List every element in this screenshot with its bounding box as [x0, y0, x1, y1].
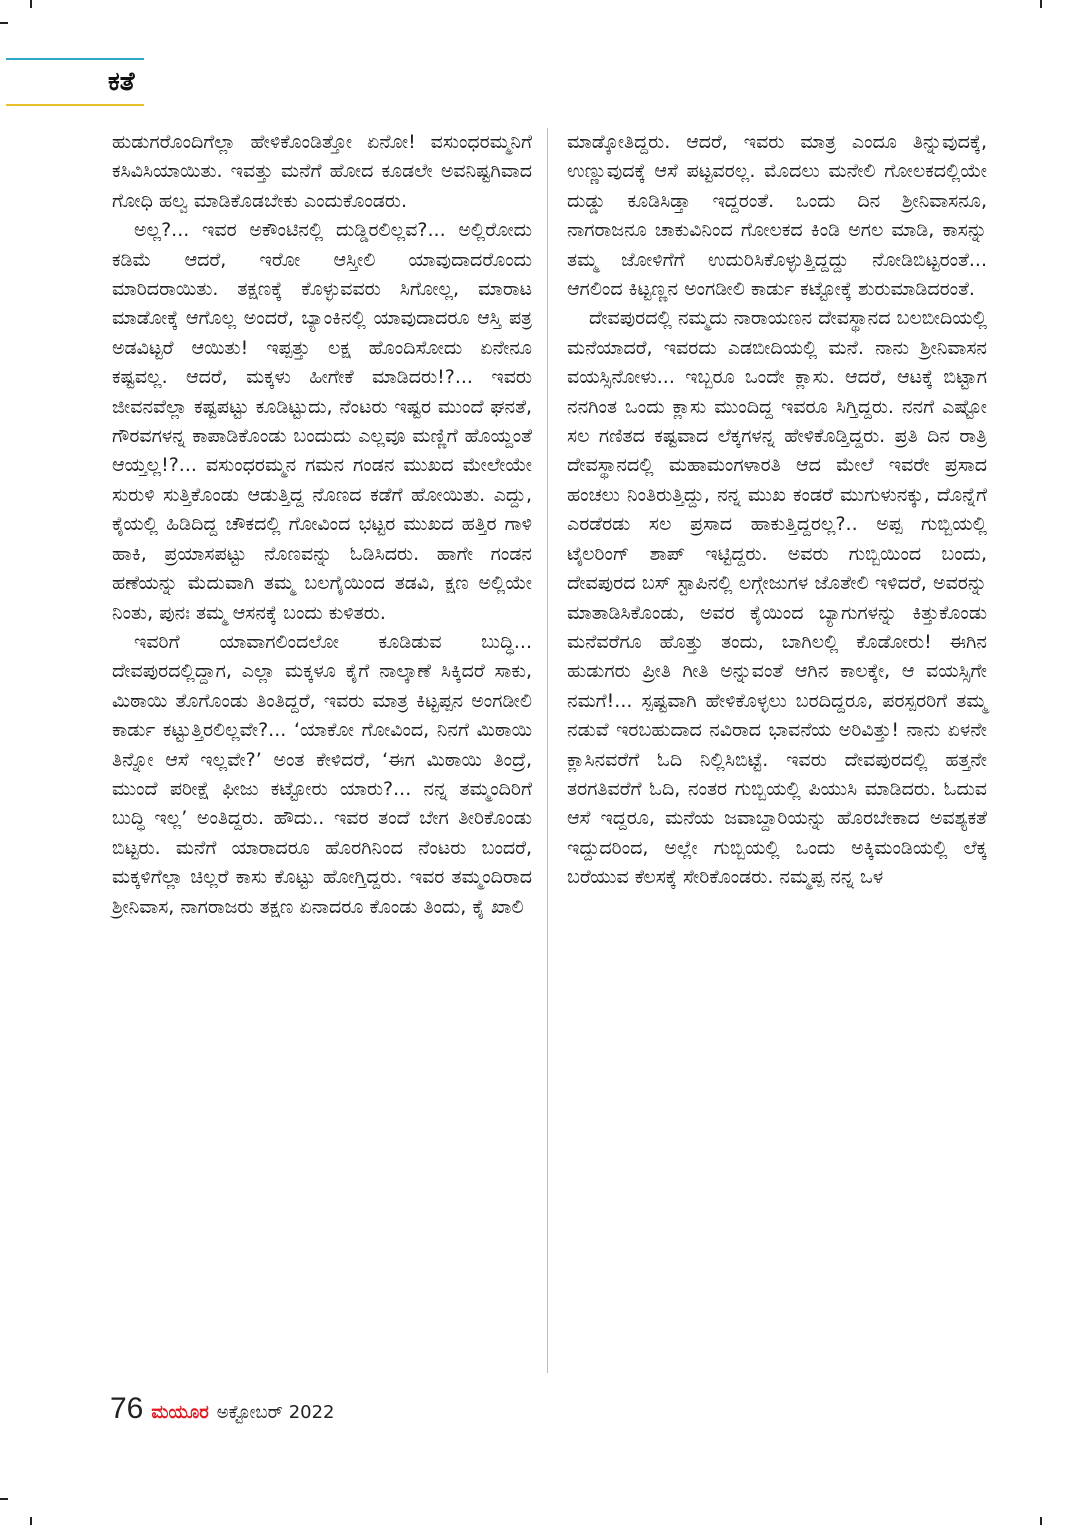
paragraph: ಹುಡುಗರೊಂದಿಗೆಲ್ಲಾ ಹೇಳಿಕೊಂಡಿತ್ತೋ ಏನೋ! ವಸುಂಧರಮ್ಮನಿಗೆ ಕಸಿವಿಸಿಯಾಯಿತು. ಇವತ್ತು ಮನೆಗೆ ಹೋದ ಕೂಡಲೇ ಅವನಿಷ್ಟಗಿವಾದ ಗೋಧಿ ಹಲ್ವ ಮಾಡಿಕೊಡಬೇಕು ಎಂದುಕೊಂಡರು.: [112, 131, 532, 212]
page-number: 76: [110, 1392, 144, 1425]
crop-mark: [1040, 0, 1042, 8]
header-rule-cyan: [6, 58, 144, 60]
article-column-right: [567, 128, 987, 893]
header-rule-yellow: [6, 104, 144, 106]
crop-mark: [0, 22, 8, 24]
crop-mark: [30, 0, 32, 8]
crop-mark: [1040, 1517, 1042, 1525]
paragraph: ಇವರಿಗೆ ಯಾವಾಗಲಿಂದಲೋ ಕೂಡಿಡುವ ಬುದ್ಧಿ... ದೇವಪುರದಲ್ಲಿದ್ದಾಗ, ಎಲ್ಲಾ ಮಕ್ಕಳೂ ಕೈಗೆ ನಾಲ್ಕಾಣೆ ಸಿಕ್ಕಿದರೆ ಸಾಕು, ಮಿಠಾಯಿ ತೊಗೊಂಡು ತಿಂತಿದ್ದರೆ, ಇವರು ಮಾತ್ರ ಕಿಟ್ಟಪ್ಪನ ಅಂಗಡೀಲಿ ಕಾರ್ಡು ಕಟ್ಟುತ್ತಿರಲಿಲ್ಲವೇ?... ‘ಯಾಕೋ ಗೋವಿಂದ, ನಿನಗೆ ಮಿಠಾಯಿ ತಿನ್ನೋ ಆಸೆ ಇಲ್ಲವೇ?’ ಅಂತ ಕೇಳಿದರೆ, ‘ಈಗ ಮಿಠಾಯಿ ತಿಂದ್ರೆ, ಮುಂದೆ ಪರೀಕ್ಷೆ ಫೀಜು ಕಟ್ಟೋರು ಯಾರು?... ನನ್ನ ತಮ್ಮಂದಿರಿಗೆ ಬುದ್ಧಿ ಇಲ್ಲ’ ಅಂತಿದ್ದರು. ಹೌದು.. ಇವರ ತಂದೆ ಬೇಗ ತೀರಿಕೊಂಡು ಬಿಟ್ಟರು. ಮನೆಗೆ ಯಾರಾದರೂ ಹೊರಗಿನಿಂದ ನೆಂಟರು ಬಂದರೆ, ಮಕ್ಕಳಿಗೆಲ್ಲಾ ಚಿಲ್ಲರೆ ಕಾಸು ಕೊಟ್ಟು ಹೋಗ್ತಿದ್ದರು. ಇವರ ತಮ್ಮಂದಿರಾದ ಶ್ರೀನಿವಾಸ, ನಾಗರಾಜರು ತಕ್ಷಣ ಏನಾದರೂ ಕೊಂಡು ತಿಂದು, ಕೈ ಖಾಲಿ: [112, 630, 532, 918]
column-divider: [547, 128, 548, 1373]
paragraph: ಮಾಡ್ಕೋತಿದ್ದರು. ಆದರೆ, ಇವರು ಮಾತ್ರ ಎಂದೂ ತಿನ್ನುವುದಕ್ಕೆ, ಉಣ್ಣುವುದಕ್ಕೆ ಆಸೆ ಪಟ್ಟವರಲ್ಲ. ಮೊದಲು ಮನೇಲಿ ಗೋಲಕದಲ್ಲಿಯೇ ದುಡ್ಡು ಕೂಡಿಸಿಡ್ತಾ ಇದ್ದರಂತೆ. ಒಂದು ದಿನ ಶ್ರೀನಿವಾಸನೂ, ನಾಗರಾಜನೂ ಚಾಕುವಿನಿಂದ ಗೋಲಕದ ಕಿಂಡಿ ಅಗಲ ಮಾಡಿ, ಕಾಸನ್ನು ತಮ್ಮ ಜೋಳಿಗೆಗೆ ಉದುರಿಸಿಕೊಳ್ಳುತ್ತಿದ್ದದ್ದು ನೋಡಿಬಿಟ್ಟರಂತೆ... ಆಗಲಿಂದ ಕಿಟ್ಟಣ್ಣನ ಅಂಗಡೀಲಿ ಕಾರ್ಡು ಕಟ್ಟೋಕ್ಕೆ ಶುರುಮಾಡಿದರಂತೆ.: [567, 131, 987, 301]
crop-mark: [0, 1498, 8, 1500]
paragraph: ಅಲ್ಲ?... ಇವರ ಅಕೌಂಟಿನಲ್ಲಿ ದುಡ್ಡಿರಲಿಲ್ಲವ?... ಅಲ್ಲಿರೋದು ಕಡಿಮೆ ಆದರೆ, ಇರೋ ಆಸ್ತೀಲಿ ಯಾವುದಾದರೊಂದು ಮಾರಿದರಾಯಿತು. ತಕ್ಷಣಕ್ಕೆ ಕೊಳ್ಳುವವರು ಸಿಗೋಲ್ಲ, ಮಾರಾಟ ಮಾಡೋಕ್ಕೆ ಆಗೊಲ್ಲ ಅಂದರೆ, ಬ್ಯಾಂಕಿನಲ್ಲಿ ಯಾವುದಾದರೂ ಆಸ್ತಿ ಪತ್ರ ಅಡವಿಟ್ಟರೆ ಆಯಿತು! ಇಪ್ಪತ್ತು ಲಕ್ಷ ಹೊಂದಿಸೋದು ಏನೇನೂ ಕಷ್ಟವಲ್ಲ. ಆದರೆ, ಮಕ್ಕಳು ಹೀಗೇಕೆ ಮಾಡಿದರು!?... ಇವರು ಜೀವನವೆಲ್ಲಾ ಕಷ್ಟಪಟ್ಟು ಕೂಡಿಟ್ಟುದು, ನೆಂಟರು ಇಷ್ಟರ ಮುಂದೆ ಘನತೆ, ಗೌರವಗಳನ್ನ ಕಾಪಾಡಿಕೊಂಡು ಬಂದುದು ಎಲ್ಲವೂ ಮಣ್ಣಿಗೆ ಹೊಯ್ದಂತೆ ಆಯ್ತಲ್ಲ!?... ವಸುಂಧರಮ್ಮನ ಗಮನ ಗಂಡನ ಮುಖದ ಮೇಲೇಯೇ ಸುರುಳಿ ಸುತ್ತಿಕೊಂಡು ಆಡುತ್ತಿದ್ದ ನೊಣದ ಕಡೆಗೆ ಹೋಯಿತು. ಎದ್ದು, ಕೈಯಲ್ಲಿ ಹಿಡಿದಿದ್ದ ಚೌಕದಲ್ಲಿ ಗೋವಿಂದ ಭಟ್ಟರ ಮುಖದ ಹತ್ತಿರ ಗಾಳಿ ಹಾಕಿ, ಪ್ರಯಾಸಪಟ್ಟು ನೊಣವನ್ನು ಓಡಿಸಿದರು. ಹಾಗೇ ಗಂಡನ ಹಣೆಯನ್ನು ಮೆದುವಾಗಿ ತಮ್ಮ ಬಲಗೈಯಿಂದ ತಡವಿ, ಕ್ಷಣ ಅಲ್ಲಿಯೇ ನಿಂತು, ಪುನಃ ತಮ್ಮ ಆಸನಕ್ಕೆ ಬಂದು ಕುಳಿತರು.: [112, 219, 532, 624]
paragraph: ದೇವಪುರದಲ್ಲಿ ನಮ್ಮದು ನಾರಾಯಣನ ದೇವಸ್ಥಾನದ ಬಲಬೀದಿಯಲ್ಲಿ ಮನೆಯಾದರೆ, ಇವರದು ಎಡಬೀದಿಯಲ್ಲಿ ಮನೆ. ನಾನು ಶ್ರೀನಿವಾಸನ ವಯಸ್ಸಿನೋಳು... ಇಬ್ಬರೂ ಒಂದೇ ಕ್ಲಾಸು. ಆದರೆ, ಆಟಕ್ಕೆ ಬಿಟ್ಟಾಗ ನನಗಿಂತ ಒಂದು ಕ್ಲಾಸು ಮುಂದಿದ್ದ ಇವರೂ ಸಿಗ್ತಿದ್ದರು. ನನಗೆ ಎಷ್ಟೋ ಸಲ ಗಣಿತದ ಕಷ್ಟವಾದ ಲೆಕ್ಕಗಳನ್ನ ಹೇಳಿಕೊಡ್ತಿದ್ದರು. ಪ್ರತಿ ದಿನ ರಾತ್ರಿ ದೇವಸ್ಥಾನದಲ್ಲಿ ಮಹಾಮಂಗಳಾರತಿ ಆದ ಮೇಲೆ ಇವರೇ ಪ್ರಸಾದ ಹಂಚಲು ನಿಂತಿರುತ್ತಿದ್ದು, ನನ್ನ ಮುಖ ಕಂಡರೆ ಮುಗುಳುನಕ್ಕು, ದೊನ್ನೆಗೆ ಎರಡೆರಡು ಸಲ ಪ್ರಸಾದ ಹಾಕುತ್ತಿದ್ದರಲ್ಲ?.. ಅಪ್ಪ ಗುಬ್ಬಿಯಲ್ಲಿ ಟೈಲರಿಂಗ್ ಶಾಪ್ ಇಟ್ಟಿದ್ದರು. ಅವರು ಗುಬ್ಬಿಯಿಂದ ಬಂದು, ದೇವಪುರದ ಬಸ್ ಸ್ಟಾಪಿನಲ್ಲಿ ಲಗ್ಗೇಜುಗಳ ಜೊತೇಲಿ ಇಳಿದರೆ, ಅವರನ್ನು ಮಾತಾಡಿಸಿಕೊಂಡು, ಅವರ ಕೈಯಿಂದ ಬ್ಯಾಗುಗಳನ್ನು ಕಿತ್ತುಕೊಂಡು ಮನೆವರೆಗೂ ಹೊತ್ತು ತಂದು, ಬಾಗಿಲಲ್ಲಿ ಕೊಡೋರು! ಈಗಿನ ಹುಡುಗರು ಪ್ರೀತಿ ಗೀತಿ ಅನ್ನುವಂತೆ ಆಗಿನ ಕಾಲಕ್ಕೇ, ಆ ವಯಸ್ಸಿಗೇ ನಮಗೆ!... ಸ್ಪಷ್ಟವಾಗಿ ಹೇಳಿಕೊಳ್ಳಲು ಬರದಿದ್ದರೂ, ಪರಸ್ಪರರಿಗೆ ತಮ್ಮ ನಡುವೆ ಇರಬಹುದಾದ ನವಿರಾದ ಭಾವನೆಯ ಅರಿವಿತ್ತು! ನಾನು ಏಳನೇ ಕ್ಲಾಸಿನವರೆಗೆ ಓದಿ ನಿಲ್ಲಿಸಿಬಿಟ್ಟೆ. ಇವರು ದೇವಪುರದಲ್ಲಿ ಹತ್ತನೇ ತರಗತಿವರೆಗೆ ಓದಿ, ನಂತರ ಗುಬ್ಬಿಯಲ್ಲಿ ಪಿಯುಸಿ ಮಾಡಿದರು. ಓದುವ ಆಸೆ ಇದ್ದರೂ, ಮನೆಯ ಜವಾಬ್ದಾರಿಯನ್ನು ಹೊರಬೇಕಾದ ಅವಶ್ಯಕತೆ ಇದ್ದುದರಿಂದ, ಅಲ್ಲೇ ಗುಬ್ಬಿಯಲ್ಲಿ ಒಂದು ಅಕ್ಕಿಮಂಡಿಯಲ್ಲಿ ಲೆಕ್ಕ ಬರೆಯುವ ಕೆಲಸಕ್ಕೆ ಸೇರಿಕೊಂಡರು. ನಮ್ಮಪ್ಪ ನನ್ನ ಒಳ: [567, 307, 987, 889]
issue-date: ಅಕ್ಟೋಬರ್ 2022: [216, 1402, 335, 1423]
magazine-logo: ಮಯೂರ: [151, 1402, 209, 1423]
section-label: ಕತೆ: [108, 67, 135, 97]
article-column-left: [112, 128, 532, 922]
page-footer: [110, 1392, 335, 1432]
crop-mark: [30, 1517, 32, 1525]
